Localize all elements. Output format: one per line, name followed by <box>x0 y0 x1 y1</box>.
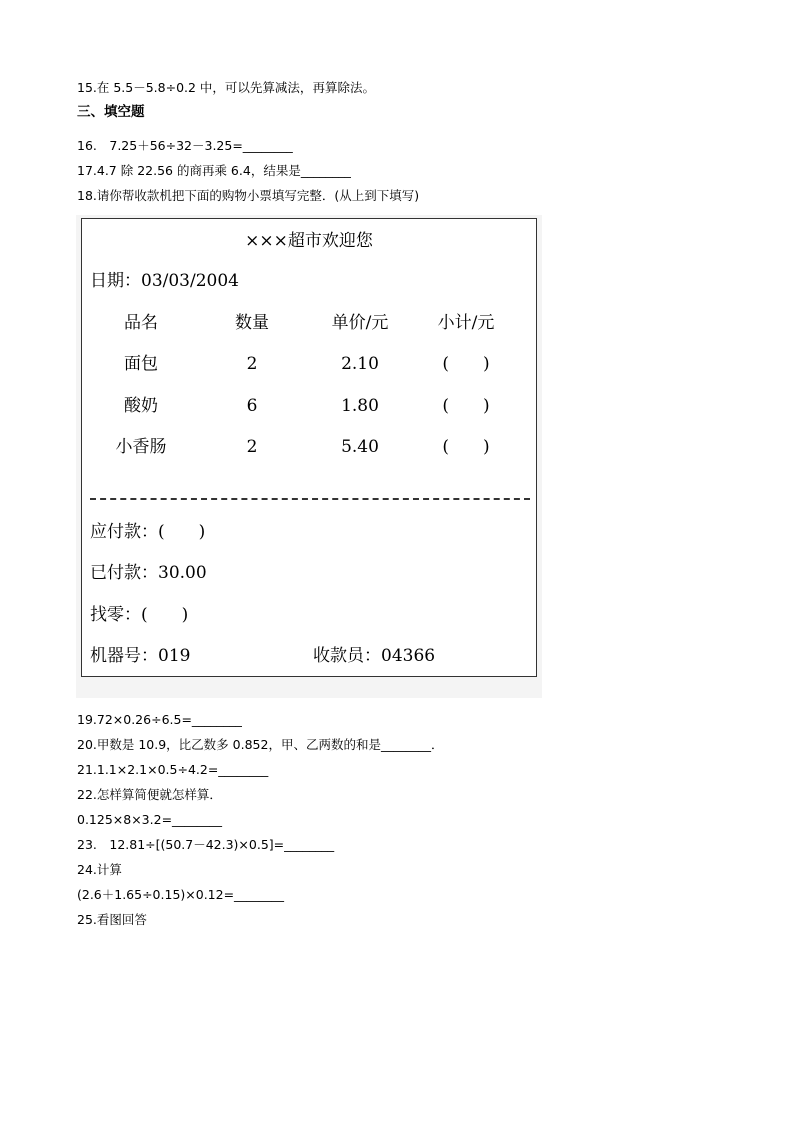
question-24-expression: (2.6＋1.65÷0.15)×0.12=________ <box>77 887 285 902</box>
row-subtotal-blank: ( ) <box>442 437 490 457</box>
row-unit-price: 5.40 <box>341 437 379 457</box>
question-22: 22.怎样算简便就怎样算． <box>77 787 222 802</box>
row-quantity: 6 <box>246 396 258 416</box>
question-24: 24.计算 <box>77 862 122 877</box>
receipt-cashier-number: 收款员：04366 <box>313 646 436 666</box>
row-unit-price: 1.80 <box>341 396 379 416</box>
receipt-dashed-divider <box>90 498 530 500</box>
row-quantity: 2 <box>246 354 258 374</box>
receipt-change: 找零：( ) <box>90 605 189 625</box>
question-18: 18.请你帮收款机把下面的购物小票填写完整．(从上到下填写) <box>77 188 420 203</box>
header-quantity: 数量 <box>235 313 269 333</box>
question-16: 16. 7.25＋56÷32－3.25=________ <box>77 138 293 153</box>
row-quantity: 2 <box>246 437 258 457</box>
receipt <box>81 218 537 677</box>
receipt-title: ×××超市欢迎您 <box>245 231 373 251</box>
question-17: 17.4.7 除 22.56 的商再乘 6.4，结果是________ <box>77 163 351 178</box>
row-item-name: 面包 <box>124 354 158 374</box>
row-item-name: 酸奶 <box>124 396 158 416</box>
receipt-amount-payable: 应付款：( ) <box>90 522 206 542</box>
question-23: 23. 12.81÷[(50.7－42.3)×0.5]=________ <box>77 837 335 852</box>
question-19: 19.72×0.26÷6.5=________ <box>77 712 242 727</box>
section-heading-fill-blank: 三、填空题 <box>77 104 145 120</box>
row-unit-price: 2.10 <box>341 354 379 374</box>
question-21: 21.1.1×2.1×0.5÷4.2=________ <box>77 762 269 777</box>
question-25: 25.看图回答 <box>77 912 147 927</box>
header-unit-price: 单价/元 <box>331 313 389 333</box>
row-subtotal-blank: ( ) <box>442 354 490 374</box>
row-item-name: 小香肠 <box>115 437 167 457</box>
receipt-date: 日期：03/03/2004 <box>90 271 239 291</box>
header-subtotal: 小计/元 <box>437 313 495 333</box>
question-20: 20.甲数是 10.9，比乙数多 0.852，甲、乙两数的和是________． <box>77 737 444 752</box>
receipt-machine-number: 机器号：019 <box>90 646 191 666</box>
question-15: 15.在 5.5－5.8÷0.2 中，可以先算减法，再算除法。 <box>77 80 375 95</box>
receipt-amount-paid: 已付款：30.00 <box>90 563 207 583</box>
row-subtotal-blank: ( ) <box>442 396 490 416</box>
question-22-expression: 0.125×8×3.2=________ <box>77 812 223 827</box>
header-item-name: 品名 <box>124 313 158 333</box>
